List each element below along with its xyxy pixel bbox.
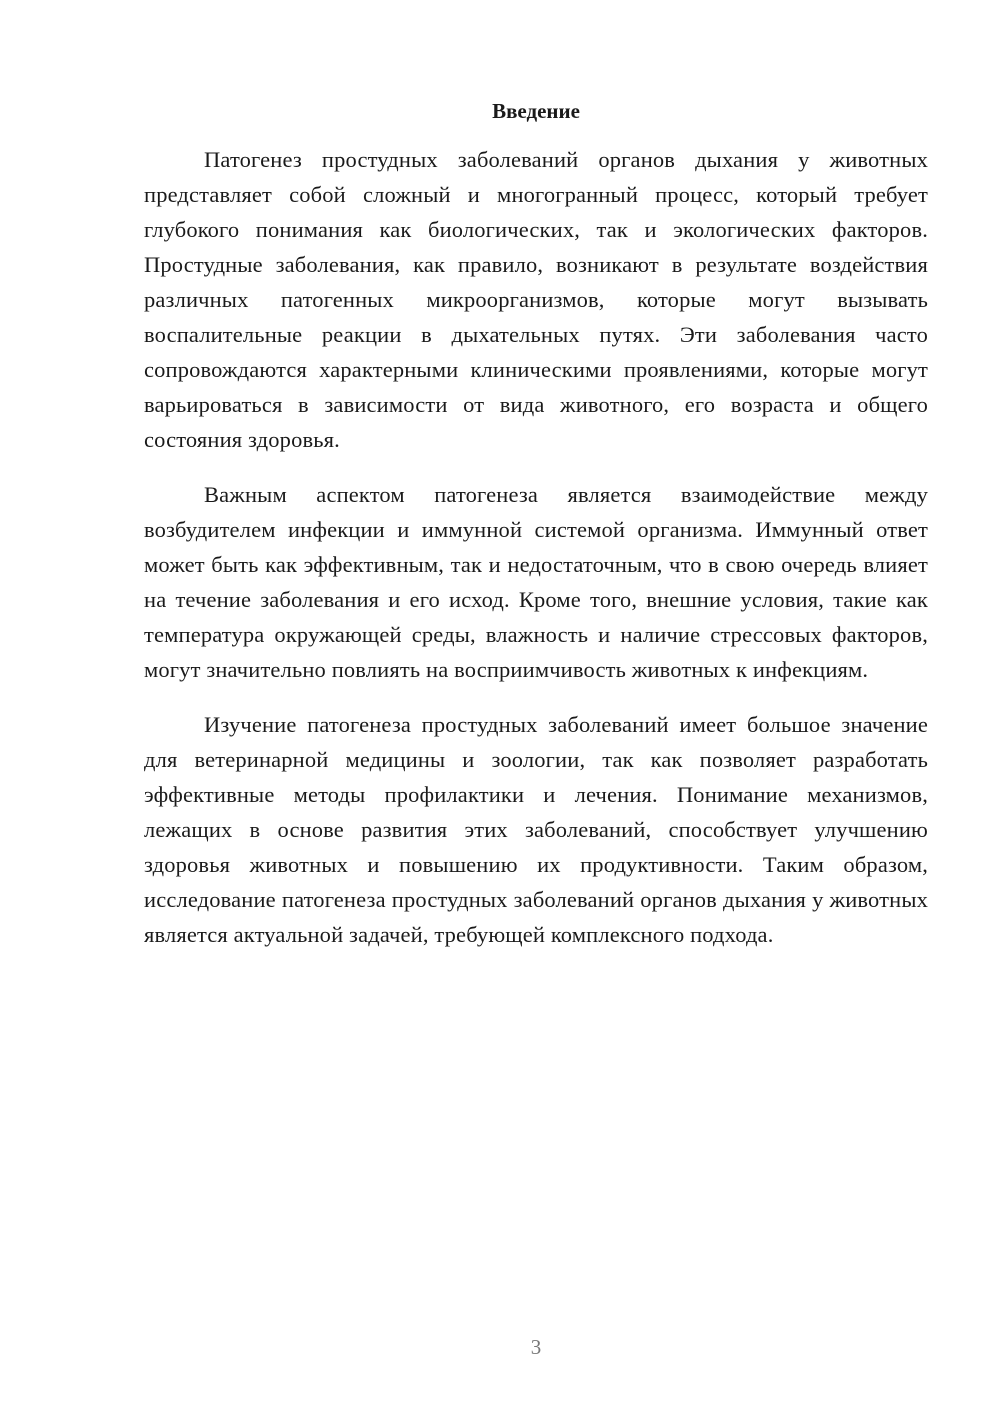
body-text — [144, 142, 928, 972]
paragraph-3: Изучение патогенеза простудных заболеваний имеет большое значение для ветеринарной медицины и зоологии, так как позволяет разработать эффективные методы профилактики и лечения. Понимание механизмов, лежащих в основе развития этих заболеваний, способствует улучшению здоровья животных и повышению их продуктивности. Таким образом, исследование патогенеза простудных заболеваний органов дыхания у животных является актуальной задачей, требующей комплексного подхода. — [144, 712, 928, 947]
paragraph-2: Важным аспектом патогенеза является взаимодействие между возбудителем инфекции и иммунной системой организма. Иммунный ответ может быть как эффективным, так и недостаточным, что в свою очередь влияет на течение заболевания и его исход. Кроме того, внешние условия, такие как температура окружающей среды, влажность и наличие стрессовых факторов, могут значительно повлиять на восприимчивость животных к инфекциям. — [144, 482, 928, 682]
section-heading: Введение — [492, 99, 580, 123]
page-number: 3 — [530, 1335, 542, 1359]
paragraph-1: Патогенез простудных заболеваний органов дыхания у животных представляет собой сложный и многогранный процесс, который требует глубокого понимания как биологических, так и экологических факторов. Простудные заболевания, как правило, возникают в результате воздействия различных патогенных микроорганизмов, которые могут вызывать воспалительные реакции в дыхательных путях. Эти заболевания часто сопровождаются характерными клиническими проявлениями, которые могут варьироваться в зависимости от вида животного, его возраста и общего состояния здоровья. — [144, 147, 928, 452]
